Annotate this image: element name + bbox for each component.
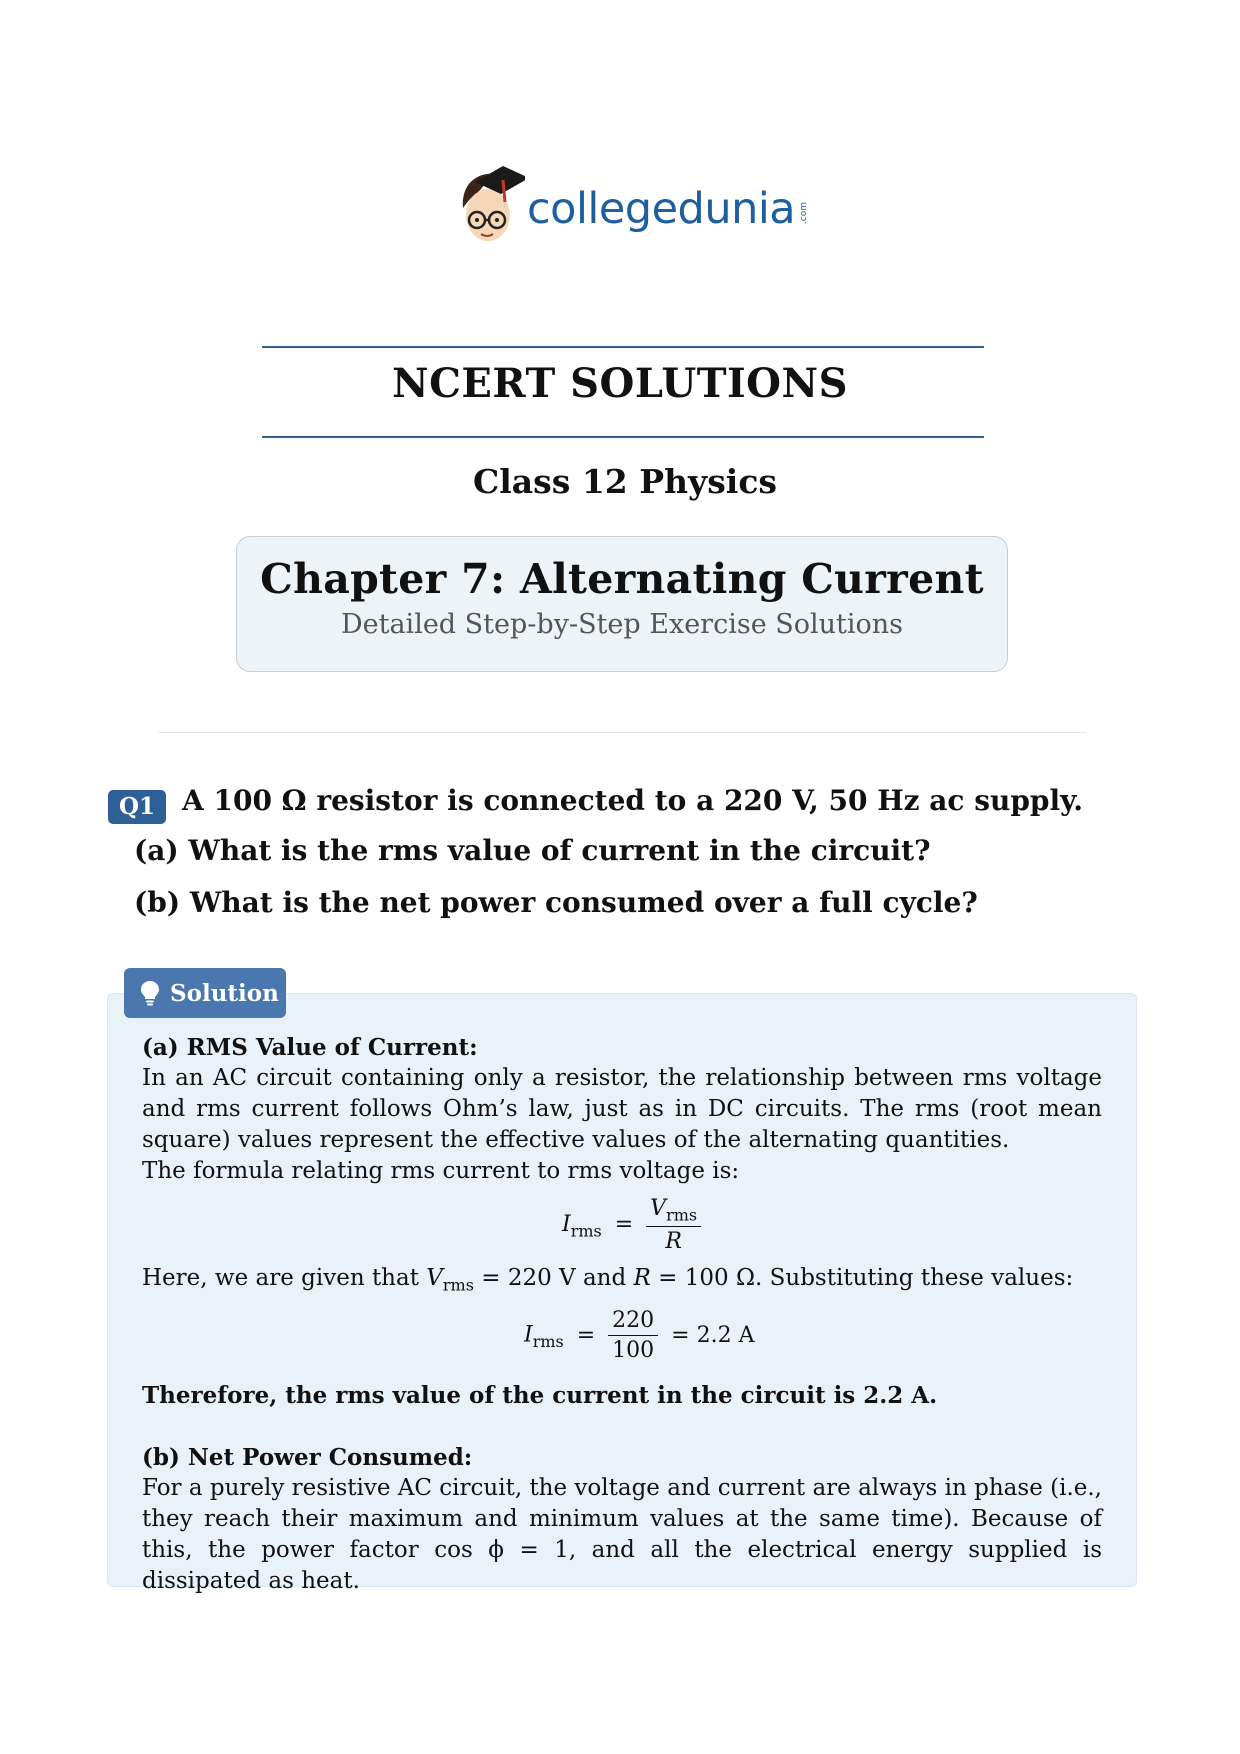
given-values <box>142 1263 1102 1301</box>
given-v: V <box>426 1265 443 1291</box>
eq1-fraction <box>646 1196 701 1254</box>
eq2-lhs-sub: rms <box>532 1331 564 1351</box>
question-badge: Q1 <box>108 790 166 824</box>
solution-part-b <box>142 1442 1102 1597</box>
part-b-heading: (b) Net Power Consumed: <box>142 1444 473 1471</box>
question-part-a: (a) What is the rms value of current in the circuit? <box>134 834 931 867</box>
eq2-numerator: 220 <box>608 1308 658 1336</box>
eq1-numerator-sub: rms <box>666 1205 698 1225</box>
brand-name: collegedunia <box>527 184 796 234</box>
class-subtitle: Class 12 Physics <box>472 462 777 501</box>
question-part-b: (b) What is the net power consumed over a full cycle? <box>134 886 978 919</box>
title-rule-bottom <box>262 436 984 438</box>
given-v-sub: rms <box>442 1275 474 1295</box>
given-mid: = 220 V and <box>473 1265 634 1291</box>
brand-logo <box>455 160 809 252</box>
eq1-lhs-sub: rms <box>570 1221 602 1241</box>
part-a-formula-intro: The formula relating rms current to rms voltage is: <box>142 1158 740 1184</box>
brand-suffix: .com <box>799 201 810 225</box>
rms-substitution <box>524 1308 754 1363</box>
eq2-equals: = <box>576 1322 596 1348</box>
eq1-lhs: I <box>562 1212 571 1238</box>
given-post: = 100 Ω. Substituting these values: <box>650 1265 1074 1291</box>
lightbulb-icon <box>140 980 160 1006</box>
graduate-mascot-icon <box>455 160 525 252</box>
chapter-card <box>236 536 1008 672</box>
eq1-equals: = <box>614 1212 634 1238</box>
solution-part-a <box>142 1032 1102 1187</box>
rms-formula <box>562 1196 701 1254</box>
eq2-fraction <box>608 1308 658 1363</box>
given-pre: Here, we are given that <box>142 1265 427 1291</box>
part-a-paragraph: In an AC circuit containing only a resistor, the relationship between rms voltage and rms current follows Ohm’s law, just as in DC circuits. The rms (root mean square) values represent the effective values of the alternating quantities. <box>142 1065 1102 1153</box>
page-title: NCERT SOLUTIONS <box>392 360 848 407</box>
eq2-lhs: I <box>524 1322 533 1348</box>
chapter-subtitle: Detailed Step-by-Step Exercise Solutions <box>340 609 904 640</box>
eq2-result: = 2.2 A <box>671 1322 755 1348</box>
chapter-title: Chapter 7: Alternating Current <box>260 555 984 603</box>
eq1-numerator: V <box>650 1196 667 1221</box>
question-text: A 100 Ω resistor is connected to a 220 V, 50 Hz ac supply. <box>182 784 1083 817</box>
eq1-denominator: R <box>665 1229 682 1255</box>
title-rule-top <box>262 346 984 348</box>
solution-tab-label: Solution <box>170 979 279 1007</box>
eq2-denominator: 100 <box>612 1338 655 1363</box>
part-a-conclusion: Therefore, the rms value of the current in the circuit is 2.2 A. <box>142 1382 938 1409</box>
section-divider <box>158 732 1086 733</box>
part-b-paragraph: For a purely resistive AC circuit, the voltage and current are always in phase (i.e., they reach their maximum and minimum values at the same time). Because of this, the power factor cos ϕ = 1, and all the electrical energy supplied is dissipated as heat. <box>142 1475 1102 1594</box>
part-a-heading: (a) RMS Value of Current: <box>142 1034 478 1061</box>
solution-tab <box>124 968 286 1018</box>
given-r: R <box>633 1265 651 1291</box>
